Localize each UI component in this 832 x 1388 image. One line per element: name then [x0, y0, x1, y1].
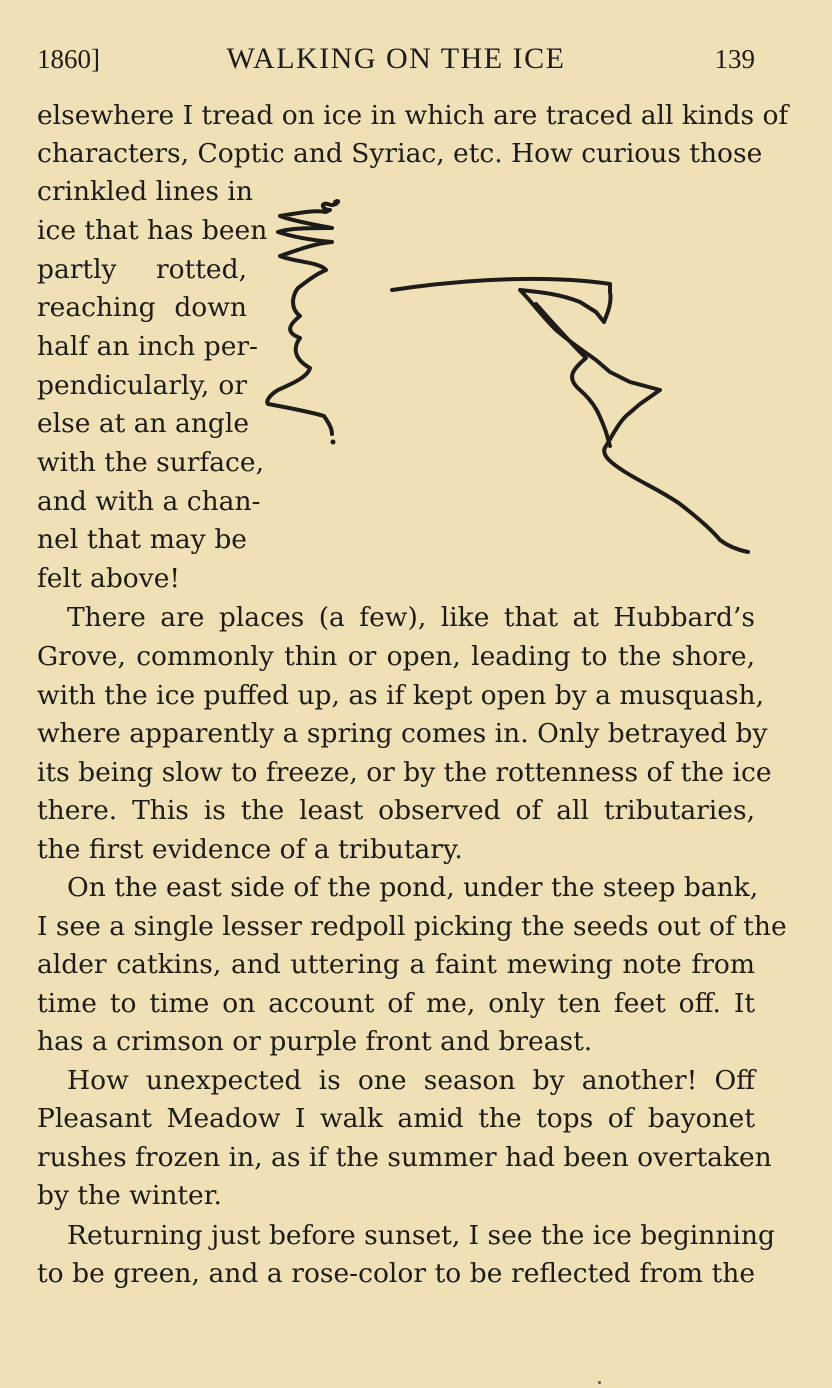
text-line: Pleasant Meadow I walk amid the tops of bayonet: [37, 1103, 755, 1134]
wrapped-line: pendicularly, or: [37, 370, 247, 401]
header-title: WALKING ON THE ICE: [226, 42, 566, 75]
wrapped-line: half an inch per-: [37, 331, 259, 362]
text-line: There are places (a few), like that at Hubbard’s: [67, 602, 755, 633]
crinkled-line-left: [267, 201, 338, 434]
wrapped-line: partly rotted,: [37, 254, 247, 285]
wrapped-line: nel that may be: [37, 524, 247, 555]
wrapped-line: reaching down: [37, 292, 247, 323]
text-line: elsewhere I tread on ice in which are traced all kinds of: [37, 100, 789, 131]
text-line: by the winter.: [37, 1180, 222, 1211]
page-number: 139: [714, 44, 755, 74]
crinkled-line-right: [392, 279, 748, 552]
wrapped-line: and with a chan-: [37, 486, 261, 517]
crack-dot: [331, 440, 336, 445]
text-line: where apparently a spring comes in. Only betrayed by: [37, 718, 768, 749]
text-line: the first evidence of a tributary.: [37, 834, 463, 865]
wrapped-line: crinkled lines in: [37, 176, 253, 207]
text-line: Grove, commonly thin or open, leading to the shore,: [37, 641, 755, 672]
header-year: 1860]: [37, 44, 100, 74]
wrapped-line: with the surface,: [37, 447, 265, 478]
wrapped-line: else at an angle: [37, 408, 250, 439]
text-line: its being slow to freeze, or by the rottenness of the ice: [37, 757, 772, 788]
running-header: [37, 40, 755, 84]
ink-speck: [598, 1381, 601, 1384]
text-line: I see a single lesser redpoll picking the seeds out of the: [37, 911, 787, 942]
text-line: On the east side of the pond, under the steep bank,: [67, 872, 759, 903]
ice-crack-sketch: [250, 190, 760, 570]
text-line: Returning just before sunset, I see the ice beginning: [67, 1220, 775, 1251]
text-line: has a crimson or purple front and breast.: [37, 1026, 593, 1057]
text-line: alder catkins, and uttering a faint mewing note from: [37, 949, 755, 980]
wrapped-line: ice that has been: [37, 215, 268, 246]
text-line: How unexpected is one season by another! Off: [67, 1065, 755, 1096]
text-line: with the ice puffed up, as if kept open by a musquash,: [37, 680, 765, 711]
text-line: rushes frozen in, as if the summer had been overtaken: [37, 1142, 772, 1173]
crinkled-line-inner: [536, 304, 610, 446]
text-line: characters, Coptic and Syriac, etc. How curious those: [37, 138, 763, 169]
wrapped-line: felt above!: [37, 563, 181, 594]
text-line: there. This is the least observed of all tributaries,: [37, 795, 755, 826]
text-line: to be green, and a rose-color to be reflected from the: [37, 1258, 755, 1289]
text-line: time to time on account of me, only ten feet off. It: [37, 988, 755, 1019]
